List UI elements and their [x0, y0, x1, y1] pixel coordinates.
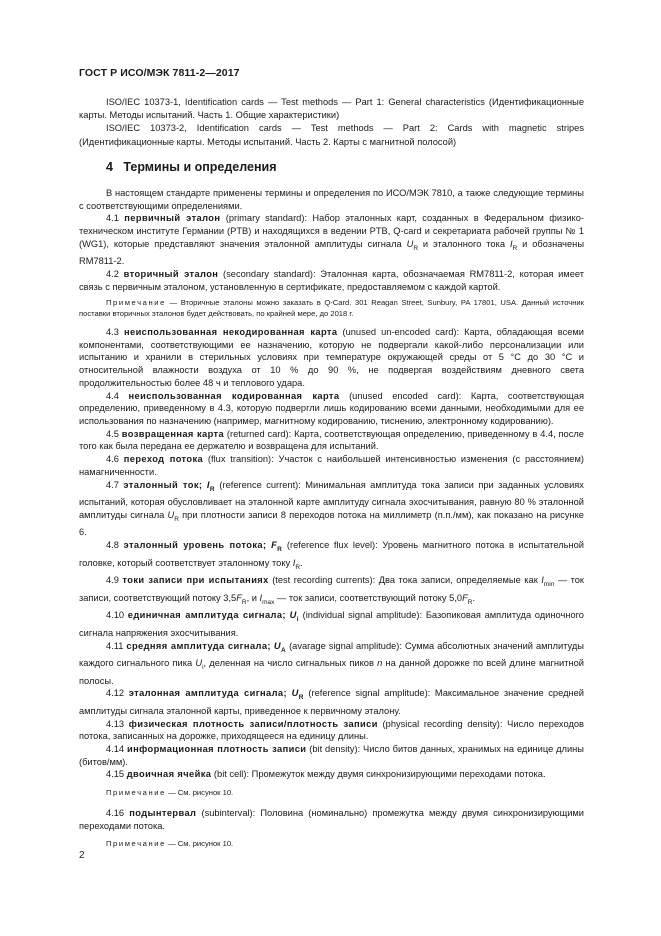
term-4-15: 4.15 двоичная ячейка (bit cell): Промежуток между двумя синхронизирующими переходами потока.	[106, 769, 546, 780]
intro-paragraph: В настоящем стандарте применены термины и определения по ИСО/МЭК 7810, а также следующие термины с соответствующими определениями.	[79, 188, 584, 211]
term-name: физическая плотность записи/плотность записи	[128, 718, 378, 729]
term-4-12: 4.12 эталонная амплитуда сигнала; $U_R$ (reference signal amplitude): Максимальное значение средней амплитуды сигнала эталонной карты, приведенное к первичному эталону.	[79, 688, 584, 716]
section-number: 4	[106, 160, 113, 174]
term-4-2: 4.2 вторичный эталон (secondary standard): Эталонная карта, обозначаемая RM7811-2, которая имеет связь с первичным эталоном, установленную в сертификате, предоставляемом с каждой картой.	[79, 269, 584, 292]
reference-item: ISO/IEC 10373-2, Identification cards — Test methods — Part 2: Cards with magnetic stripes (Идентификационные карты. Методы испытаний. Часть 2. Карты с магнитной полосой)	[79, 123, 584, 147]
term-name: возвращенная карта	[121, 428, 225, 439]
term-4-5: 4.5 возвращенная карта (returned card): Карта, соответствующая определению, приведенному в 4.4, после того как была передана ее держателю и возвращена для испытаний.	[79, 428, 584, 452]
term-name: неиспользованная кодированная карта	[128, 390, 340, 401]
reference-item: ISO/IEC 10373-1, Identification cards — Test methods — Part 1: General characteristics (Идентификационные карты. Методы испытаний. Часть 1. Общие характеристики)	[79, 97, 584, 121]
term-4-7: 4.7 эталонный ток; $I_R$ (reference current): Минимальная амплитуда тока записи при заданных условиях испытаний, которая обусловливает на эталонной карте амплитуду сигнала эхосчитывания, равную 80 % эталонной амплитуды сигнала $U_R$ при плотности записи 8 переходов потока на миллиметр (п.п./мм), как показано на рисунке 6.	[79, 479, 584, 538]
term-name: единичная амплитуда сигнала;	[127, 610, 286, 621]
term-name: неиспользованная некодированная карта	[123, 327, 338, 338]
term-name: первичный эталон	[124, 213, 221, 224]
term-4-11: 4.11 средняя амплитуда сигнала; $U_A$ (avarage signal amplitude): Сумма абсолютных значений амплитуды каждого сигнального пика $U_i$, деленная на число сигнальных пиков n на данной дорожке по всей длине магнитной полосы.	[79, 640, 584, 686]
section-title: Термины и определения	[123, 160, 277, 174]
normative-references	[79, 96, 584, 149]
term-4-13: 4.13 физическая плотность записи/плотность записи (physical recording density): Число переходов потока, записанных на дорожке, приходящееся на единицу длины.	[79, 718, 584, 742]
term-4-6: 4.6 переход потока (flux transition): Участок с наибольшей интенсивностью изменения (с расстоянием) намагниченности.	[79, 454, 584, 477]
term-4-4: 4.4 неиспользованная кодированная карта (unused encoded card): Карта, соответствующая определению, приведенному в 4.3, которую подвергли лишь кодированию всеми данными, необходимыми для ее использования по назначению (например, магнитному кодированию, тиснению, электронному кодированию).	[79, 390, 585, 426]
term-name: эталонный ток;	[123, 479, 203, 490]
term-name: двоичная ячейка	[126, 769, 212, 780]
term-name: вторичный эталон	[123, 269, 219, 280]
term-4-14: 4.14 информационная плотность записи (bit density): Число битов данных, хранимых на единице длины (битов/мм).	[79, 744, 584, 767]
note-4-15: Примечание — См. рисунок 10.	[106, 788, 234, 798]
terms-body	[79, 187, 584, 858]
note-4-2: Примечание — Вторичные эталоны можно заказать в Q-Card. 301 Reagan Street, Sunbury, PA 17801, USA. Данный источник поставки вторичных эталонов будет действовать, по крайней мере, до 2018 г.	[79, 298, 584, 319]
page-header: ГОСТ Р ИСО/МЭК 7811-2—2017	[79, 67, 240, 79]
term-name: эталонный уровень потока;	[123, 540, 267, 551]
term-4-8: 4.8 эталонный уровень потока; $F_R$ (reference flux level): Уровень магнитного потока в испытательной головке, который соответствует эталонному току $I_R$.	[79, 540, 584, 571]
term-name: подынтервал	[129, 807, 197, 818]
term-4-1: 4.1 первичный эталон (primary standard): Набор эталонных карт, созданных в Федеральном физико-техническом институте Германии (PTB) и находящихся в ведении PTB, Q-card и секретариата рабочей группы № 1 (WG1), которые представляют значения эталонной амплитуды сигнала $U_R$ и эталонного тока $I_R$ и обозначены RM7811-2.	[79, 213, 584, 267]
term-4-10: 4.10 единичная амплитуда сигнала; $U_i$ (individual signal amplitude): Базопиковая амплитуда одиночного сигнала напряжения эхосчитывания.	[79, 610, 584, 638]
term-4-3: 4.3 неиспользованная некодированная карта (unused un-encoded card): Карта, обладающая всеми компонентами, соответствующими ее назначению, которую не подвергали какой-либо персонализации или испытанию и хранили в стерильных условиях при температуре окружающей среды от 5 °С до 30 °С и относительной влажности воздуха от 10 % до 90 %, не подвергая воздействиям дневного света продолжительностью более 48 ч и теплового удара.	[79, 327, 584, 388]
section-heading	[106, 160, 277, 174]
term-name: токи записи при испытаниях	[122, 575, 269, 586]
note-4-16: Примечание — См. рисунок 10.	[106, 839, 234, 849]
term-name: средняя амплитуда сигнала;	[126, 640, 271, 651]
term-name: переход потока	[123, 454, 204, 465]
term-4-9: 4.9 токи записи при испытаниях (test recording currents): Два тока записи, определяемые как $I_{min}$ — ток записи, соответствующий потоку $3,5F_R$, и $I_{max}$ — ток записи, соответствующий потоку $5,0F_R$.	[79, 575, 584, 606]
term-4-16: 4.16 подынтервал (subinterval): Половина (номинально) промежутка между двумя синхронизирующими переходами потока.	[79, 807, 585, 831]
page-number: 2	[79, 850, 85, 861]
term-name: информационная плотность записи	[126, 744, 307, 755]
term-name: эталонная амплитуда сигнала;	[128, 688, 287, 699]
